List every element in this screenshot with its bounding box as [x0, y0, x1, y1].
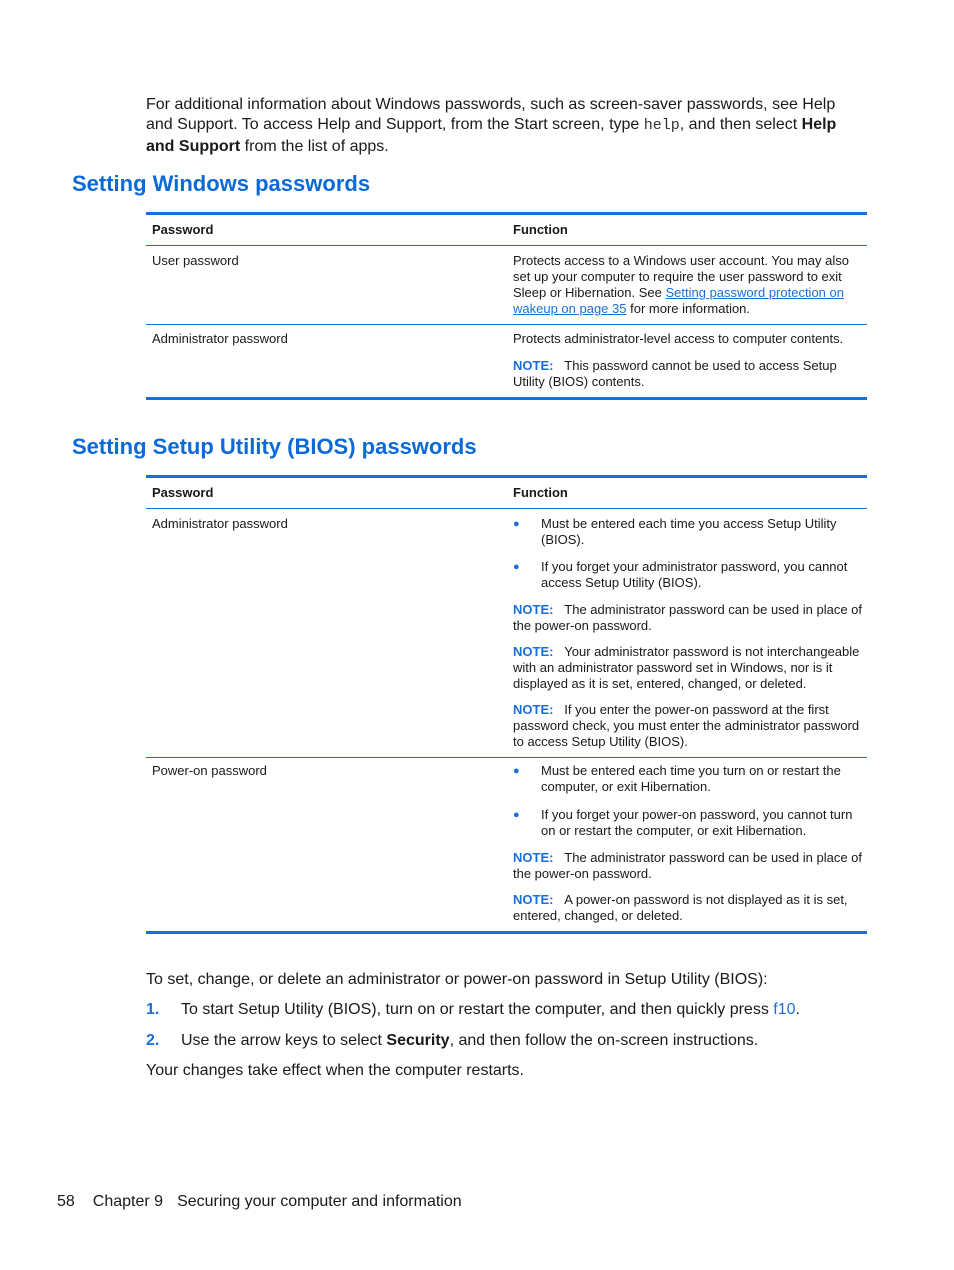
- chapter-label: Chapter 9: [92, 1193, 164, 1210]
- windows-passwords-table: [146, 212, 867, 402]
- table-row-password: Administrator password: [152, 331, 288, 346]
- note-text: A power-on password is not displayed as it is set,: [564, 892, 848, 907]
- note-text: password check, you must enter the administrator password: [513, 718, 860, 733]
- note-text: entered, changed, or deleted.: [513, 908, 683, 923]
- note-label: NOTE:: [513, 892, 554, 907]
- table-bottom-rule: [146, 931, 867, 934]
- step-1: [181, 1000, 871, 1020]
- bullet-text: If you forget your administrator password, you cannot: [541, 559, 848, 574]
- key-f10: f10: [773, 1001, 796, 1018]
- column-header-function: Function: [513, 222, 568, 237]
- step-text: Use the arrow keys to select: [181, 1032, 387, 1049]
- bullet-icon: ●: [513, 765, 520, 777]
- table-row-rule: [146, 324, 867, 325]
- column-header-password: Password: [152, 485, 214, 500]
- bullet-text: computer, or exit Hibernation.: [541, 779, 711, 794]
- note-text: This password cannot be used to access Setup: [564, 358, 837, 373]
- note-text: The administrator password can be used in place of: [564, 850, 863, 865]
- bullet-item: [541, 559, 863, 591]
- table-row-password: Power-on password: [152, 763, 267, 778]
- bullet-item: [541, 763, 863, 795]
- note-text: Utility (BIOS) contents.: [513, 374, 645, 389]
- step-text: To start Setup Utility (BIOS), turn on or restart the computer, and then quickly press: [181, 1001, 774, 1018]
- bullet-item: [541, 807, 863, 839]
- intro-text: from the list of apps.: [240, 138, 389, 155]
- bios-passwords-table: [146, 475, 867, 937]
- table-row-rule: [146, 757, 867, 758]
- bullet-text: Must be entered each time you turn on or restart the: [541, 763, 841, 778]
- intro-paragraph: [146, 95, 866, 157]
- steps-outro: Your changes take effect when the computer restarts.: [146, 1062, 524, 1079]
- table-top-rule: [146, 475, 867, 478]
- note-text: to access Setup Utility (BIOS).: [513, 734, 688, 749]
- bullet-icon: ●: [513, 518, 520, 530]
- intro-line-1: For additional information about Windows passwords, such as screen-saver passwords, see Help: [146, 96, 836, 113]
- note-text: The administrator password can be used in place of: [564, 602, 863, 617]
- note-label: NOTE:: [513, 702, 554, 717]
- bullet-icon: ●: [513, 561, 520, 573]
- bold-help: Help: [801, 116, 837, 133]
- table-row-password: Administrator password: [152, 516, 288, 531]
- table-top-rule: [146, 212, 867, 215]
- table-header-rule: [146, 245, 867, 246]
- note-label: NOTE:: [513, 602, 554, 617]
- steps-intro: To set, change, or delete an administrator or power-on password in Setup Utility (BIOS):: [146, 971, 768, 988]
- intro-text: and Support. To access Help and Support, from the Start screen, type: [146, 116, 644, 133]
- table-row-function: [513, 253, 863, 317]
- bullet-text: access Setup Utility (BIOS).: [541, 575, 702, 590]
- table-header-rule: [146, 508, 867, 509]
- function-text: for more information.: [626, 301, 751, 316]
- note-label: NOTE:: [513, 850, 554, 865]
- note-text: displayed as it is set, entered, changed, or deleted.: [513, 676, 807, 691]
- step-number-1: 1.: [146, 1001, 160, 1018]
- step-text: , and then follow the on-screen instructions.: [449, 1032, 759, 1049]
- table-bottom-rule: [146, 397, 867, 400]
- function-text: Protects administrator-level access to computer contents.: [513, 331, 844, 346]
- step-2: [181, 1031, 871, 1051]
- page-footer: [57, 1192, 462, 1212]
- note-text: the power-on password.: [513, 866, 652, 881]
- section-heading-bios-passwords: Setting Setup Utility (BIOS) passwords: [72, 434, 477, 459]
- note-text: with an administrator password set in Windows, nor is it: [513, 660, 833, 675]
- note: [513, 892, 863, 924]
- note: [513, 702, 863, 750]
- table-row-function: [513, 331, 863, 390]
- function-text: set up your computer to require the user password to exit: [513, 269, 842, 284]
- bullet-text: on or restart the computer, or exit Hibernation.: [541, 823, 807, 838]
- bullet-icon: ●: [513, 809, 520, 821]
- function-text: [513, 301, 863, 317]
- chapter-title: Securing your computer and information: [177, 1193, 462, 1210]
- page-number: 58: [57, 1193, 75, 1210]
- function-text: [513, 285, 863, 301]
- column-header-password: Password: [152, 222, 214, 237]
- intro-line-2: [146, 115, 866, 136]
- note-label: NOTE:: [513, 358, 554, 373]
- note: [513, 358, 863, 374]
- note: [513, 850, 863, 882]
- intro-line-3: [146, 137, 866, 157]
- cross-reference-link[interactable]: wakeup on page 35: [513, 301, 627, 316]
- function-text: Sleep or Hibernation. See: [513, 285, 666, 300]
- note-label: NOTE:: [513, 644, 554, 659]
- bullet-item: [541, 516, 863, 548]
- code-help: help: [643, 117, 680, 134]
- note: [513, 602, 863, 634]
- bullet-text: (BIOS).: [541, 532, 585, 547]
- bold-and-support: and Support: [146, 138, 241, 155]
- note-text: If you enter the power-on password at the first: [564, 702, 829, 717]
- intro-text: , and then select: [679, 116, 802, 133]
- step-number-2: 2.: [146, 1032, 160, 1049]
- step-text: .: [795, 1001, 800, 1018]
- column-header-function: Function: [513, 485, 568, 500]
- note: [513, 644, 863, 692]
- cross-reference-link[interactable]: Setting password protection on: [665, 285, 844, 300]
- note-text: the power-on password.: [513, 618, 652, 633]
- table-row-password: User password: [152, 253, 239, 268]
- bullet-text: Must be entered each time you access Setup Utility: [541, 516, 837, 531]
- bullet-text: If you forget your power-on password, you cannot turn: [541, 807, 853, 822]
- bold-security: Security: [386, 1032, 450, 1049]
- note-text: Your administrator password is not interchangeable: [564, 644, 860, 659]
- section-heading-windows-passwords: Setting Windows passwords: [72, 171, 371, 196]
- function-text: Protects access to a Windows user account. You may also: [513, 253, 850, 268]
